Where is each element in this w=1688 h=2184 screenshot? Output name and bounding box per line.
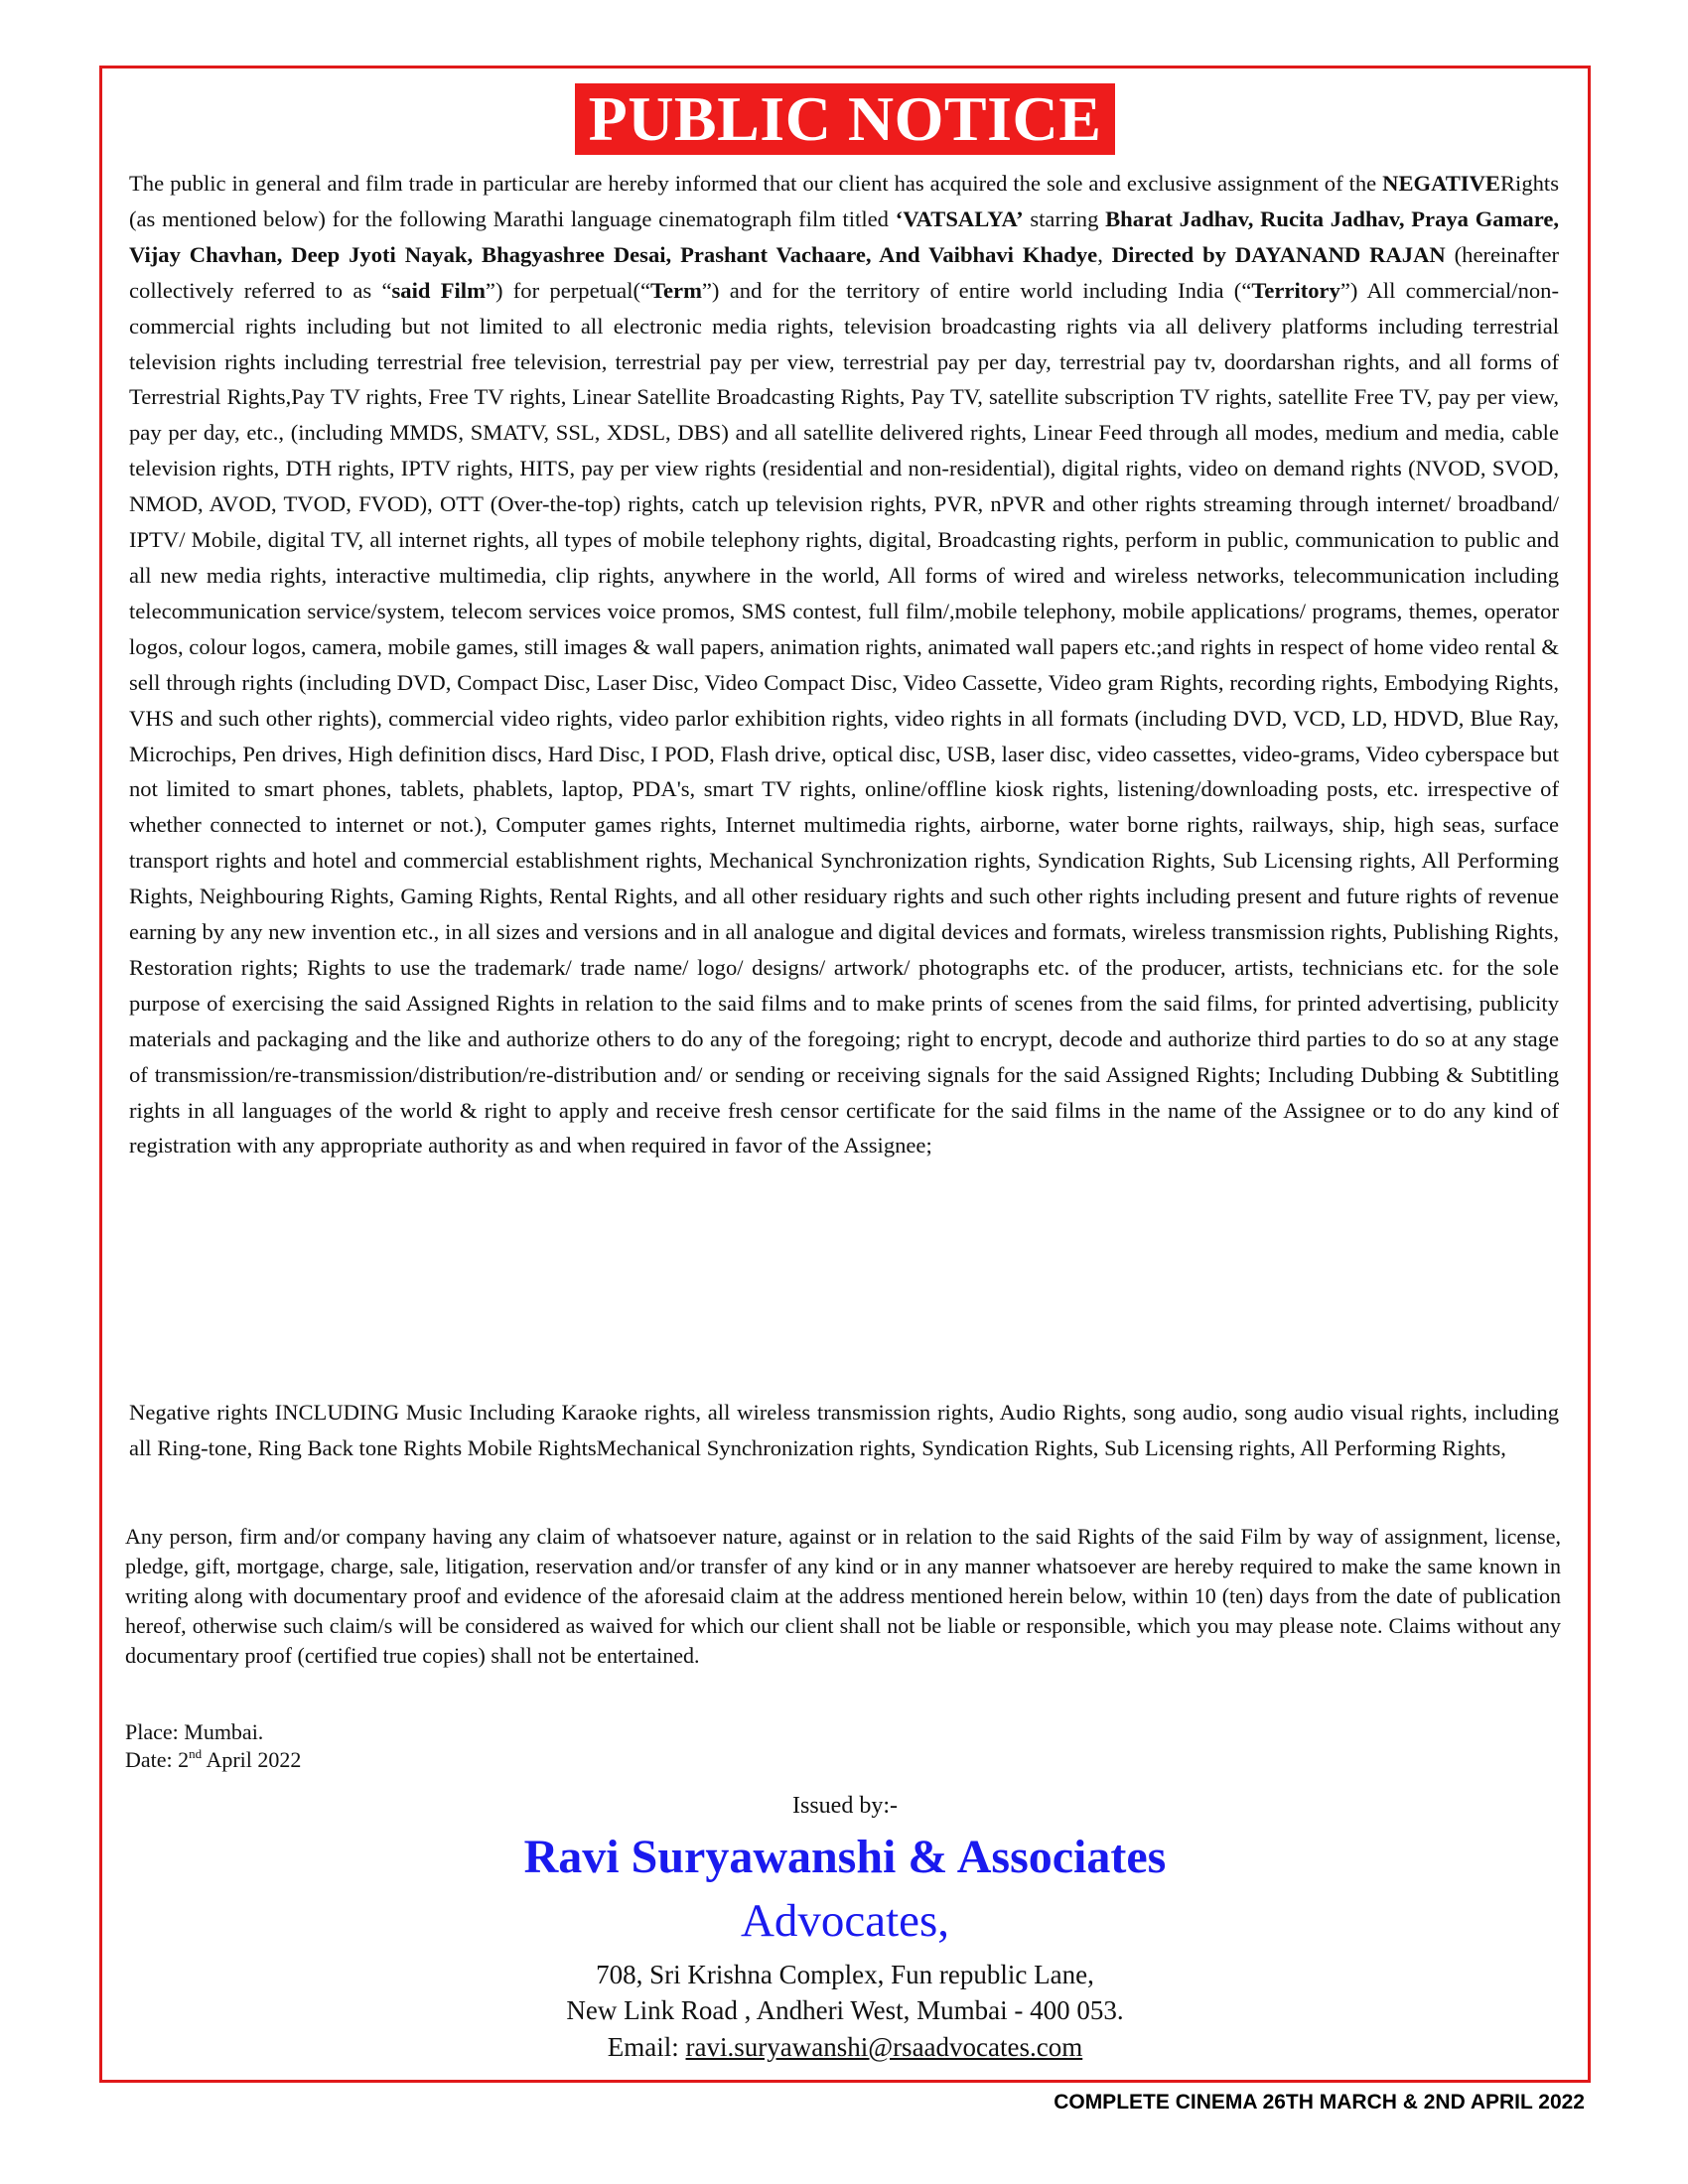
term-label: Term (650, 277, 702, 303)
territory-label: Territory (1251, 277, 1340, 303)
film-title: ‘VATSALYA’ (895, 205, 1024, 231)
para1-text-8: ”) All commercial/non-commercial rights including but not limited to all electronic media rights, television broadcasting rights via all delivery platforms including terrestrial television rights including terrestrial free television, terrestrial pay per view, terrestrial pay per day, terrestrial pay tv, doordarshan rights, and all forms of Terrestrial Rights,Pay TV rights, Free TV rights, Linear Satellite Broadcasting Rights, Pay TV, satellite subscription TV rights, satellite Free TV, pay per view, pay per day, etc., (including MMDS, SMATV, SSL, XDSL, DBS) and all satellite delivered rights, Linear Feed through all modes, medium and media, cable television rights, DTH rights, IPTV rights, HITS, pay per view rights (residential and non-residential), digital rights, video on demand rights (NVOD, SVOD, NMOD, AVOD, TVOD, FVOD), OTT (Over-the-top) rights, catch up television rights, PVR, nPVR and other rights streaming through internet/ broadband/ IPTV/ Mobile, digital TV, all internet rights, all types of mobile telephony rights, digital, Broadcasting rights, perform in public, communication to public and all new media rights, interactive multimedia, clip rights, anywhere in the world, All forms of wired and wireless networks, telecommunication including telecommunication service/system, telecom services voice promos, SMS contest, full film/,mobile telephony, mobile applications/ programs, themes, operator logos, colour logos, camera, mobile games, still images & wall papers, animation rights, animated wall papers etc.;and rights in respect of home video rental & sell through rights (including DVD, Compact Disc, Laser Disc, Video Compact Disc, Video Cassette, Video gram Rights, recording rights, Embodying Rights, VHS and such other rights), commercial video rights, video parlor exhibition rights, video rights in all formats (including DVD, VCD, LD, HDVD, Blue Ray, Microchips, Pen drives, High definition discs, Hard Disc, I POD, Flash drive, optical disc, USB, laser disc, video cassettes, video-grams, Video cyberspace but not limited to smart phones, tablets, phablets, laptop, PDA's, smart TV rights, online/offline kiosk rights, listening/downloading posts, etc. irrespective of whether connected to internet or not.), Computer games rights, Internet multimedia rights, airborne, water borne rights, railways, ship, high seas, surface transport rights and hotel and commercial establishment rights, Mechanical Synchronization rights, Syndication Rights, Sub Licensing rights, All Performing Rights, Neighbouring Rights, Gaming Rights, Rental Rights, and all other residuary rights and such other rights including present and future rights of revenue earning by any new invention etc., in all sizes and versions and in all analogue and digital devices and formats, wireless transmission rights, Publishing Rights, Restoration rights; Rights to use the trademark/ trade name/ logo/ designs/ artwork/ photographs etc. of the producer, artists, technicians etc. for the sole purpose of exercising the said Assigned Rights in relation to the said films and to make prints of scenes from the said films, for printed advertising, publicity materials and packaging and the like and authorize others to do any of the foregoing; right to encrypt, decode and authorize third parties to do so at any stage of transmission/re-transmission/distribution/re-distribution and/ or sending or receiving signals for the said Assigned Rights; Including Dubbing & Subtitling rights in all languages of the world & right to apply and receive fresh censor certificate for the said films in the name of the Assignee or to do any kind of registration with any appropriate authority as and when required in favor of the Assignee; (129, 277, 1559, 1159)
para1-text-5: (hereinafter collectively referred to as “ (129, 241, 1560, 303)
cast-list: Bharat Jadhav, Rucita Jadhav, Praya Gamare, Vijay Chavhan, Deep Jyoti Nayak, Bhagyashree Desai, Prashant Vachaare, And Vaibhavi Khadye (129, 205, 1559, 267)
para1-text-4: , (1097, 241, 1112, 267)
para1-text-1: The public in general and film trade in particular are hereby informed that our client has acquired the sole and exclusive assignment of the (129, 171, 1383, 196)
date-line (125, 1746, 301, 1774)
title-wrapper (102, 83, 1588, 155)
negative-rights-paragraph: Negative rights INCLUDING Music Including Karaoke rights, all wireless transmission rights, Audio Rights, song audio, song audio visual rights, including all Ring-tone, Ring Back tone Rights Mobile RightsMechanical Synchronization rights, Syndication Rights, Sub Licensing rights, All Performing Rights, (129, 1400, 1559, 1460)
date-superscript: nd (189, 1746, 203, 1761)
para1-bold-negative: NEGATIVE (1382, 171, 1500, 196)
date-suffix: April 2022 (202, 1747, 302, 1772)
para1-text-7: ”) and for the territory of entire world including India (“ (701, 277, 1252, 303)
firm-role: Advocates, (740, 1895, 950, 1947)
said-film-term: said Film (391, 277, 486, 303)
email-line (102, 2030, 1588, 2064)
issued-by: Issued by:- (792, 1793, 898, 1819)
email-label: Email: (607, 2032, 686, 2062)
address-line-2: New Link Road , Andheri West, Mumbai - 400 053. (566, 1995, 1124, 2025)
claims-paragraph: Any person, firm and/or company having any claim of whatsoever nature, against or in relation to the said Rights of the said Film by way of assignment, license, pledge, gift, mortgage, charge, sale, litigation, reservation and/or transfer of any kind or in any manner whatsoever are hereby required to make the same known in writing along with documentary proof and evidence of the aforesaid claim at the address mentioned herein below, within 10 (ten) days from the date of publication hereof, otherwise such claim/s will be considered as waived for which our client shall not be liable or responsible, which you may please note. Claims without any documentary proof (certified true copies) shall not be entertained. (125, 1524, 1561, 1668)
firm-name: Ravi Suryawanshi & Associates (523, 1831, 1167, 1883)
director: Directed by DAYANAND RAJAN (1111, 241, 1446, 267)
para1-text-3: starring (1023, 205, 1106, 231)
publication-footer: COMPLETE CINEMA 26TH MARCH & 2ND APRIL 2022 (1054, 2091, 1585, 2114)
para1-text-6: ”) for perpetual(“ (485, 277, 651, 303)
notice-border (99, 66, 1591, 2083)
email-link[interactable]: ravi.suryawanshi@rsaadvocates.com (685, 2032, 1083, 2062)
place-line: Place: Mumbai. (125, 1719, 264, 1744)
notice-title: PUBLIC NOTICE (575, 83, 1116, 155)
rights-paragraph (129, 166, 1559, 1163)
date-prefix: Date: 2 (125, 1747, 190, 1772)
address-line-1: 708, Sri Krishna Complex, Fun republic Lane, (596, 1960, 1094, 1989)
para1-text-2: Rights (as mentioned below) for the following Marathi language cinematograph film titled (129, 171, 1559, 231)
